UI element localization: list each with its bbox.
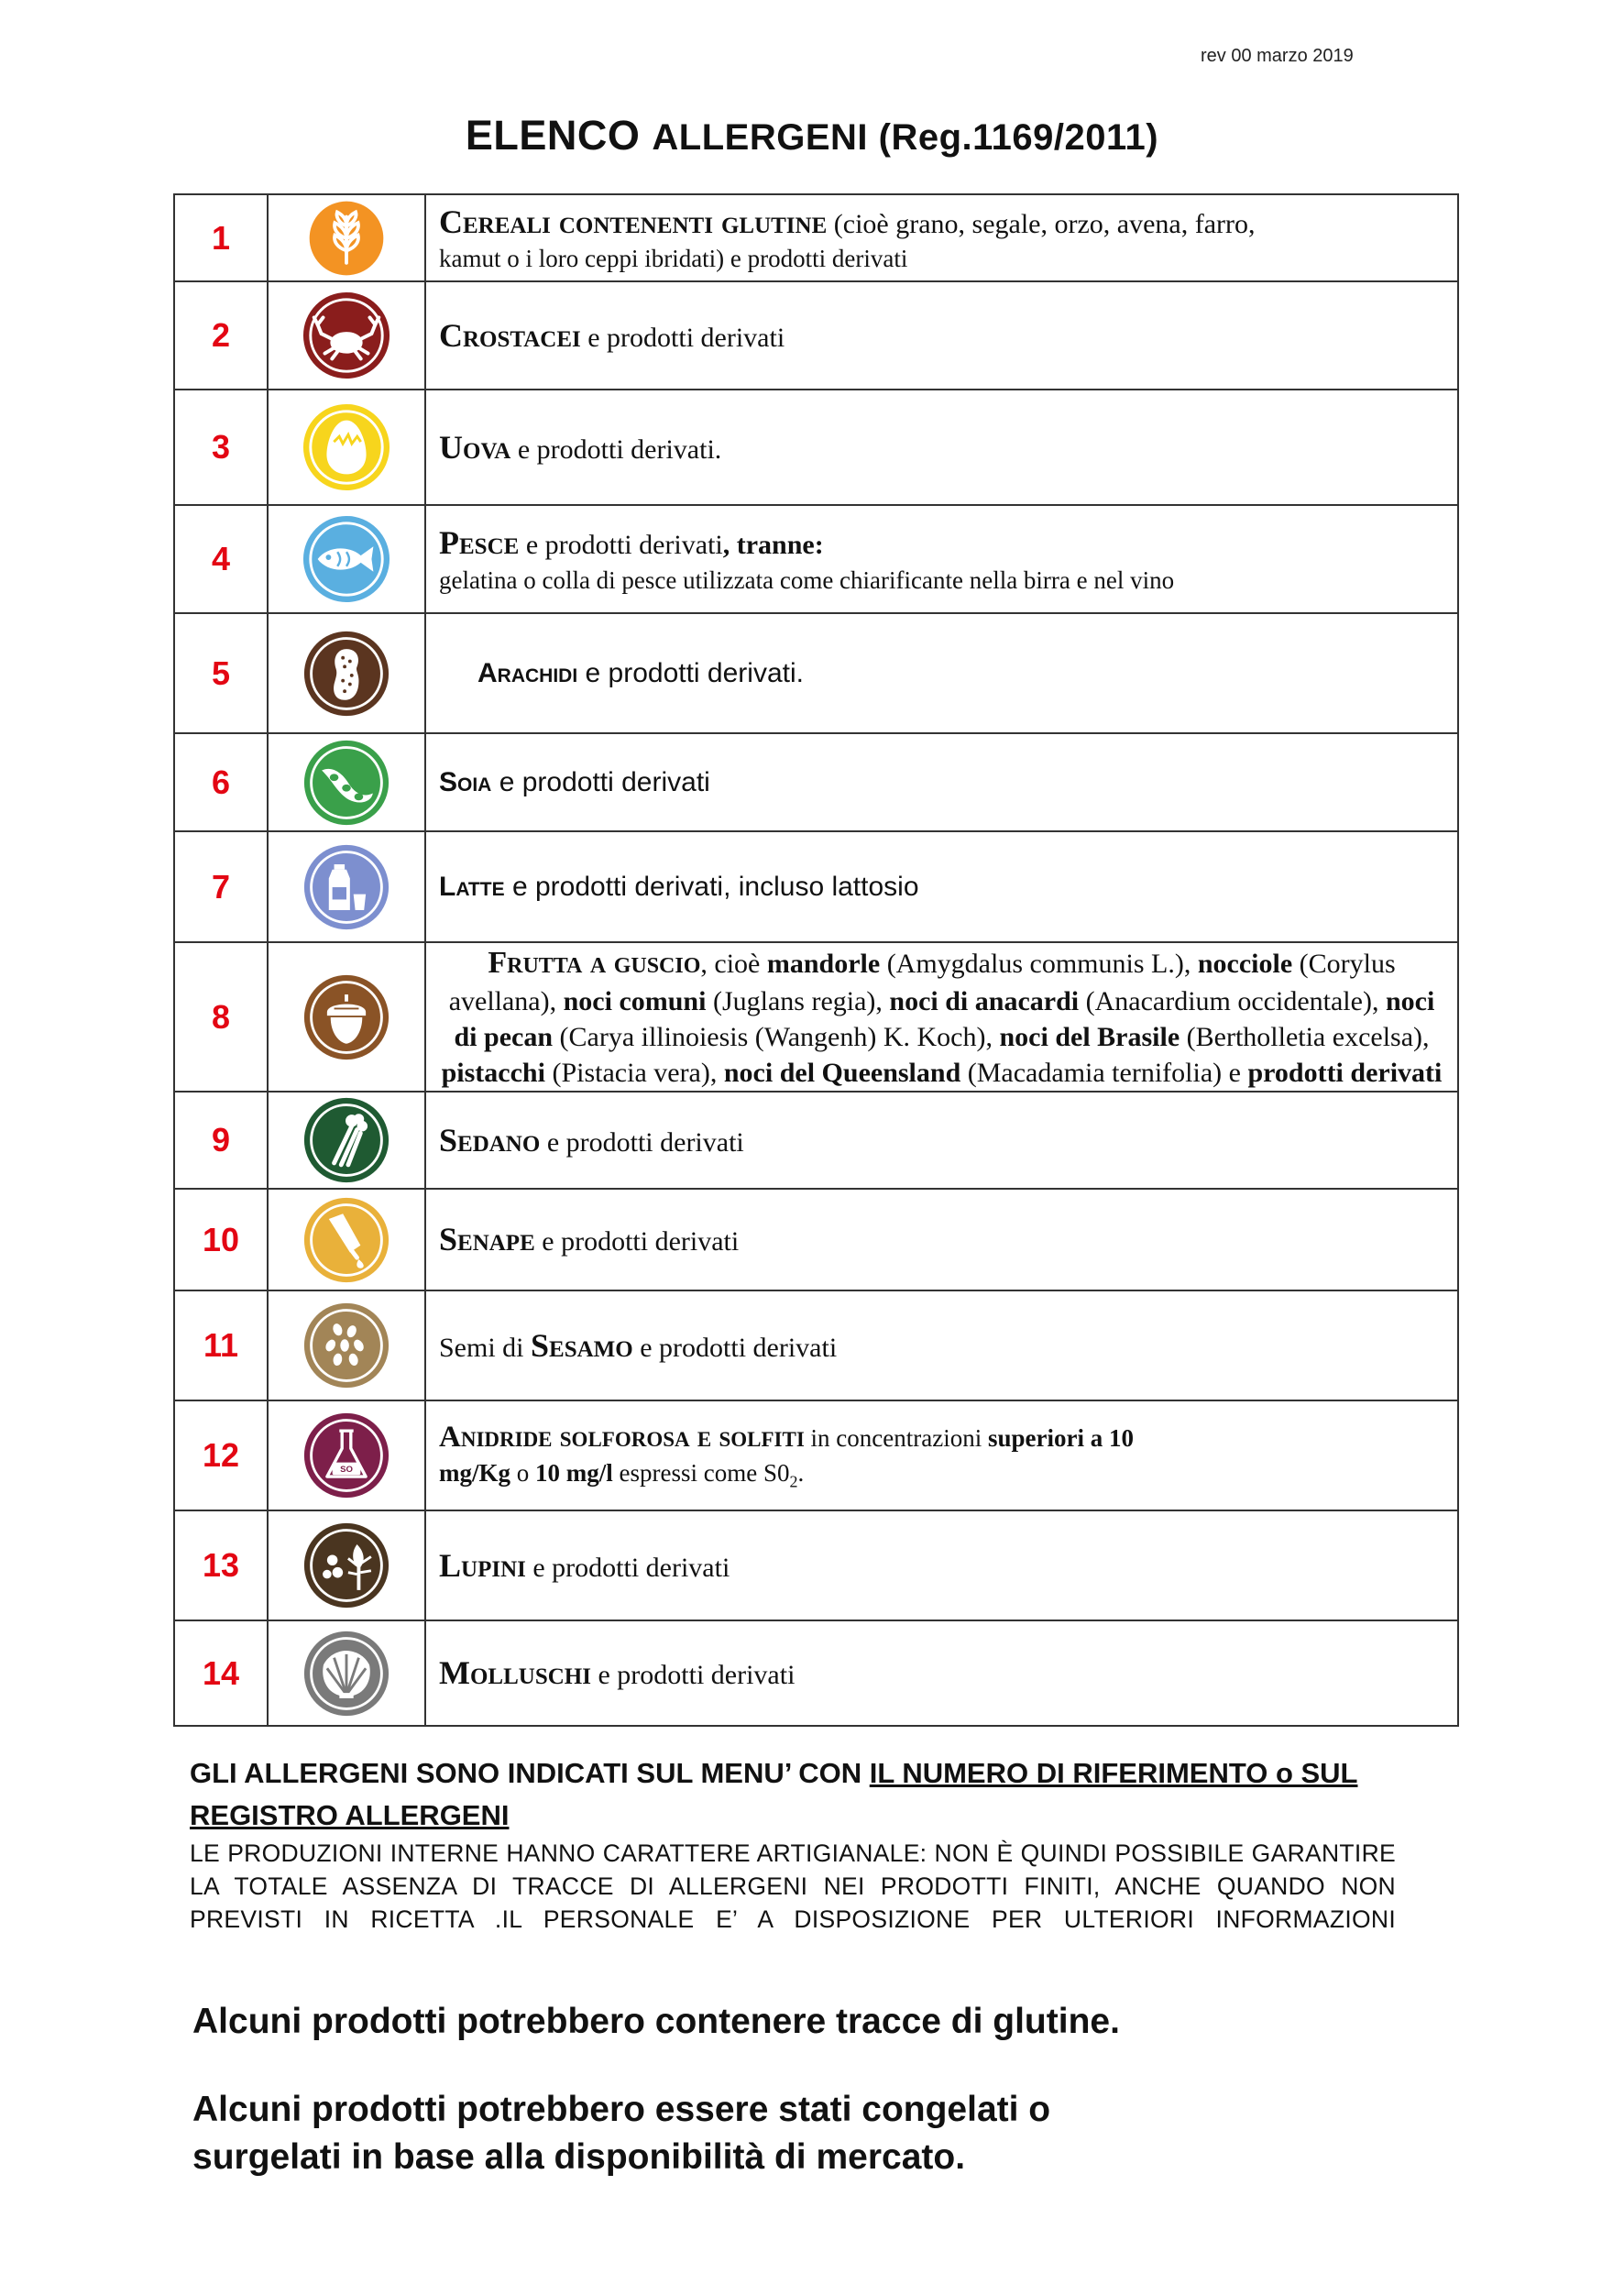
allergen-number: 2 bbox=[174, 281, 268, 390]
allergen-row bbox=[174, 942, 1458, 1092]
crab-icon bbox=[302, 291, 391, 380]
allergen-number: 3 bbox=[174, 390, 268, 505]
celery-icon bbox=[302, 1096, 390, 1184]
mustard-icon bbox=[302, 1196, 390, 1284]
egg-icon bbox=[302, 402, 391, 492]
notice-body: LE PRODUZIONI INTERNE HANNO CARATTERE ARTIGIANALE: NON È QUINDI POSSIBILE GARANTIRE LA TOTALE ASSENZA DI TRACCE DI ALLERGENI NEI PRODOTTI FINITI, ANCHE QUANDO NON PREVISTI IN RICETTA .IL PERSONALE E’ A DISPOSIZIONE PER ULTERIORI INFORMAZIONI bbox=[190, 1839, 1396, 1933]
revision-label: rev 00 marzo 2019 bbox=[1201, 46, 1354, 66]
allergen-row bbox=[174, 505, 1458, 613]
allergen-description: Latte e prodotti derivati, incluso lattosio bbox=[425, 831, 1458, 942]
nut-icon bbox=[302, 973, 390, 1061]
allergen-description: Molluschi e prodotti derivati bbox=[425, 1620, 1458, 1726]
allergen-row bbox=[174, 194, 1458, 281]
allergen-description: Lupini e prodotti derivati bbox=[425, 1510, 1458, 1620]
notice-heading: GLI ALLERGENI SONO INDICATI SUL MENU’ CON IL NUMERO DI RIFERIMENTO o SUL REGISTRO ALLERGENI bbox=[190, 1757, 1358, 1831]
gluten-trace-note: Alcuni prodotti potrebbero contenere tracce di glutine. bbox=[192, 2002, 1120, 2041]
allergen-description: Sedano e prodotti derivati bbox=[425, 1092, 1458, 1189]
allergen-number: 9 bbox=[174, 1092, 268, 1189]
allergen-description: Anidride solforosa e solfiti in concentrazioni superiori a 10 mg/Kg o 10 mg/l espressi come $S0_2$. bbox=[425, 1400, 1458, 1510]
allergen-number: 10 bbox=[174, 1189, 268, 1290]
allergen-description: Pesce e prodotti derivati, tranne: gelatina o colla di pesce utilizzata come chiarificante nella birra e nel vino bbox=[425, 505, 1458, 613]
sesame-icon bbox=[302, 1301, 390, 1389]
allergen-row bbox=[174, 1189, 1458, 1290]
allergen-row bbox=[174, 831, 1458, 942]
allergen-row bbox=[174, 1092, 1458, 1189]
allergen-description: Frutta a guscio, cioè mandorle (Amygdalus communis L.), nocciole (Corylus avellana), noci comuni (Juglans regia), noci di anacardi (Anacardium occidentale), noci di pecan (Carya illinoiesis (Wangenh) K. Koch), noci del Brasile (Bertholletia excelsa), pistacchi (Pistacia vera), noci del Queensland (Macadamia ternifolia) e prodotti derivati bbox=[425, 942, 1458, 1092]
allergen-number: 7 bbox=[174, 831, 268, 942]
wheat-icon bbox=[308, 200, 385, 277]
allergen-description: Senape e prodotti derivati bbox=[425, 1189, 1458, 1290]
allergen-row bbox=[174, 1620, 1458, 1726]
flask-icon bbox=[302, 1411, 390, 1499]
allergen-row bbox=[174, 390, 1458, 505]
shell-icon bbox=[302, 1630, 390, 1718]
fish-icon bbox=[302, 514, 391, 604]
allergen-description: Soia e prodotti derivati bbox=[425, 733, 1458, 831]
allergen-description: Arachidi e prodotti derivati. bbox=[425, 613, 1458, 733]
allergen-number: 5 bbox=[174, 613, 268, 733]
allergen-description: Semi di Sesamo e prodotti derivati bbox=[425, 1290, 1458, 1400]
allergen-number: 11 bbox=[174, 1290, 268, 1400]
allergen-row bbox=[174, 1290, 1458, 1400]
lupin-icon bbox=[302, 1521, 390, 1609]
allergen-description: Crostacei e prodotti derivati bbox=[425, 281, 1458, 390]
milk-icon bbox=[302, 843, 390, 931]
peanut-icon bbox=[302, 630, 390, 718]
allergen-number: 4 bbox=[174, 505, 268, 613]
page-title: ELENCO ALLERGENI (Reg.1169/2011) bbox=[465, 112, 1159, 159]
allergen-row bbox=[174, 281, 1458, 390]
soy-icon bbox=[302, 739, 390, 827]
allergen-description: Cereali contenenti glutine (cioè grano, segale, orzo, avena, farro, kamut o i loro ceppi ibridati) e prodotti derivati bbox=[425, 194, 1458, 281]
allergen-table bbox=[173, 193, 1459, 1727]
allergen-number: 14 bbox=[174, 1620, 268, 1726]
allergen-number: 1 bbox=[174, 194, 268, 281]
allergen-row bbox=[174, 1510, 1458, 1620]
allergen-number: 13 bbox=[174, 1510, 268, 1620]
allergen-row bbox=[174, 613, 1458, 733]
frozen-products-note: Alcuni prodotti potrebbero essere stati congelati o surgelati in base alla disponibilità di mercato. bbox=[192, 2090, 1051, 2177]
allergen-number: 6 bbox=[174, 733, 268, 831]
allergen-number: 12 bbox=[174, 1400, 268, 1510]
allergen-description: Uova e prodotti derivati. bbox=[425, 390, 1458, 505]
allergen-row bbox=[174, 1400, 1458, 1510]
allergen-row bbox=[174, 733, 1458, 831]
allergen-number: 8 bbox=[174, 942, 268, 1092]
svg-text:SO: SO bbox=[340, 1465, 353, 1476]
